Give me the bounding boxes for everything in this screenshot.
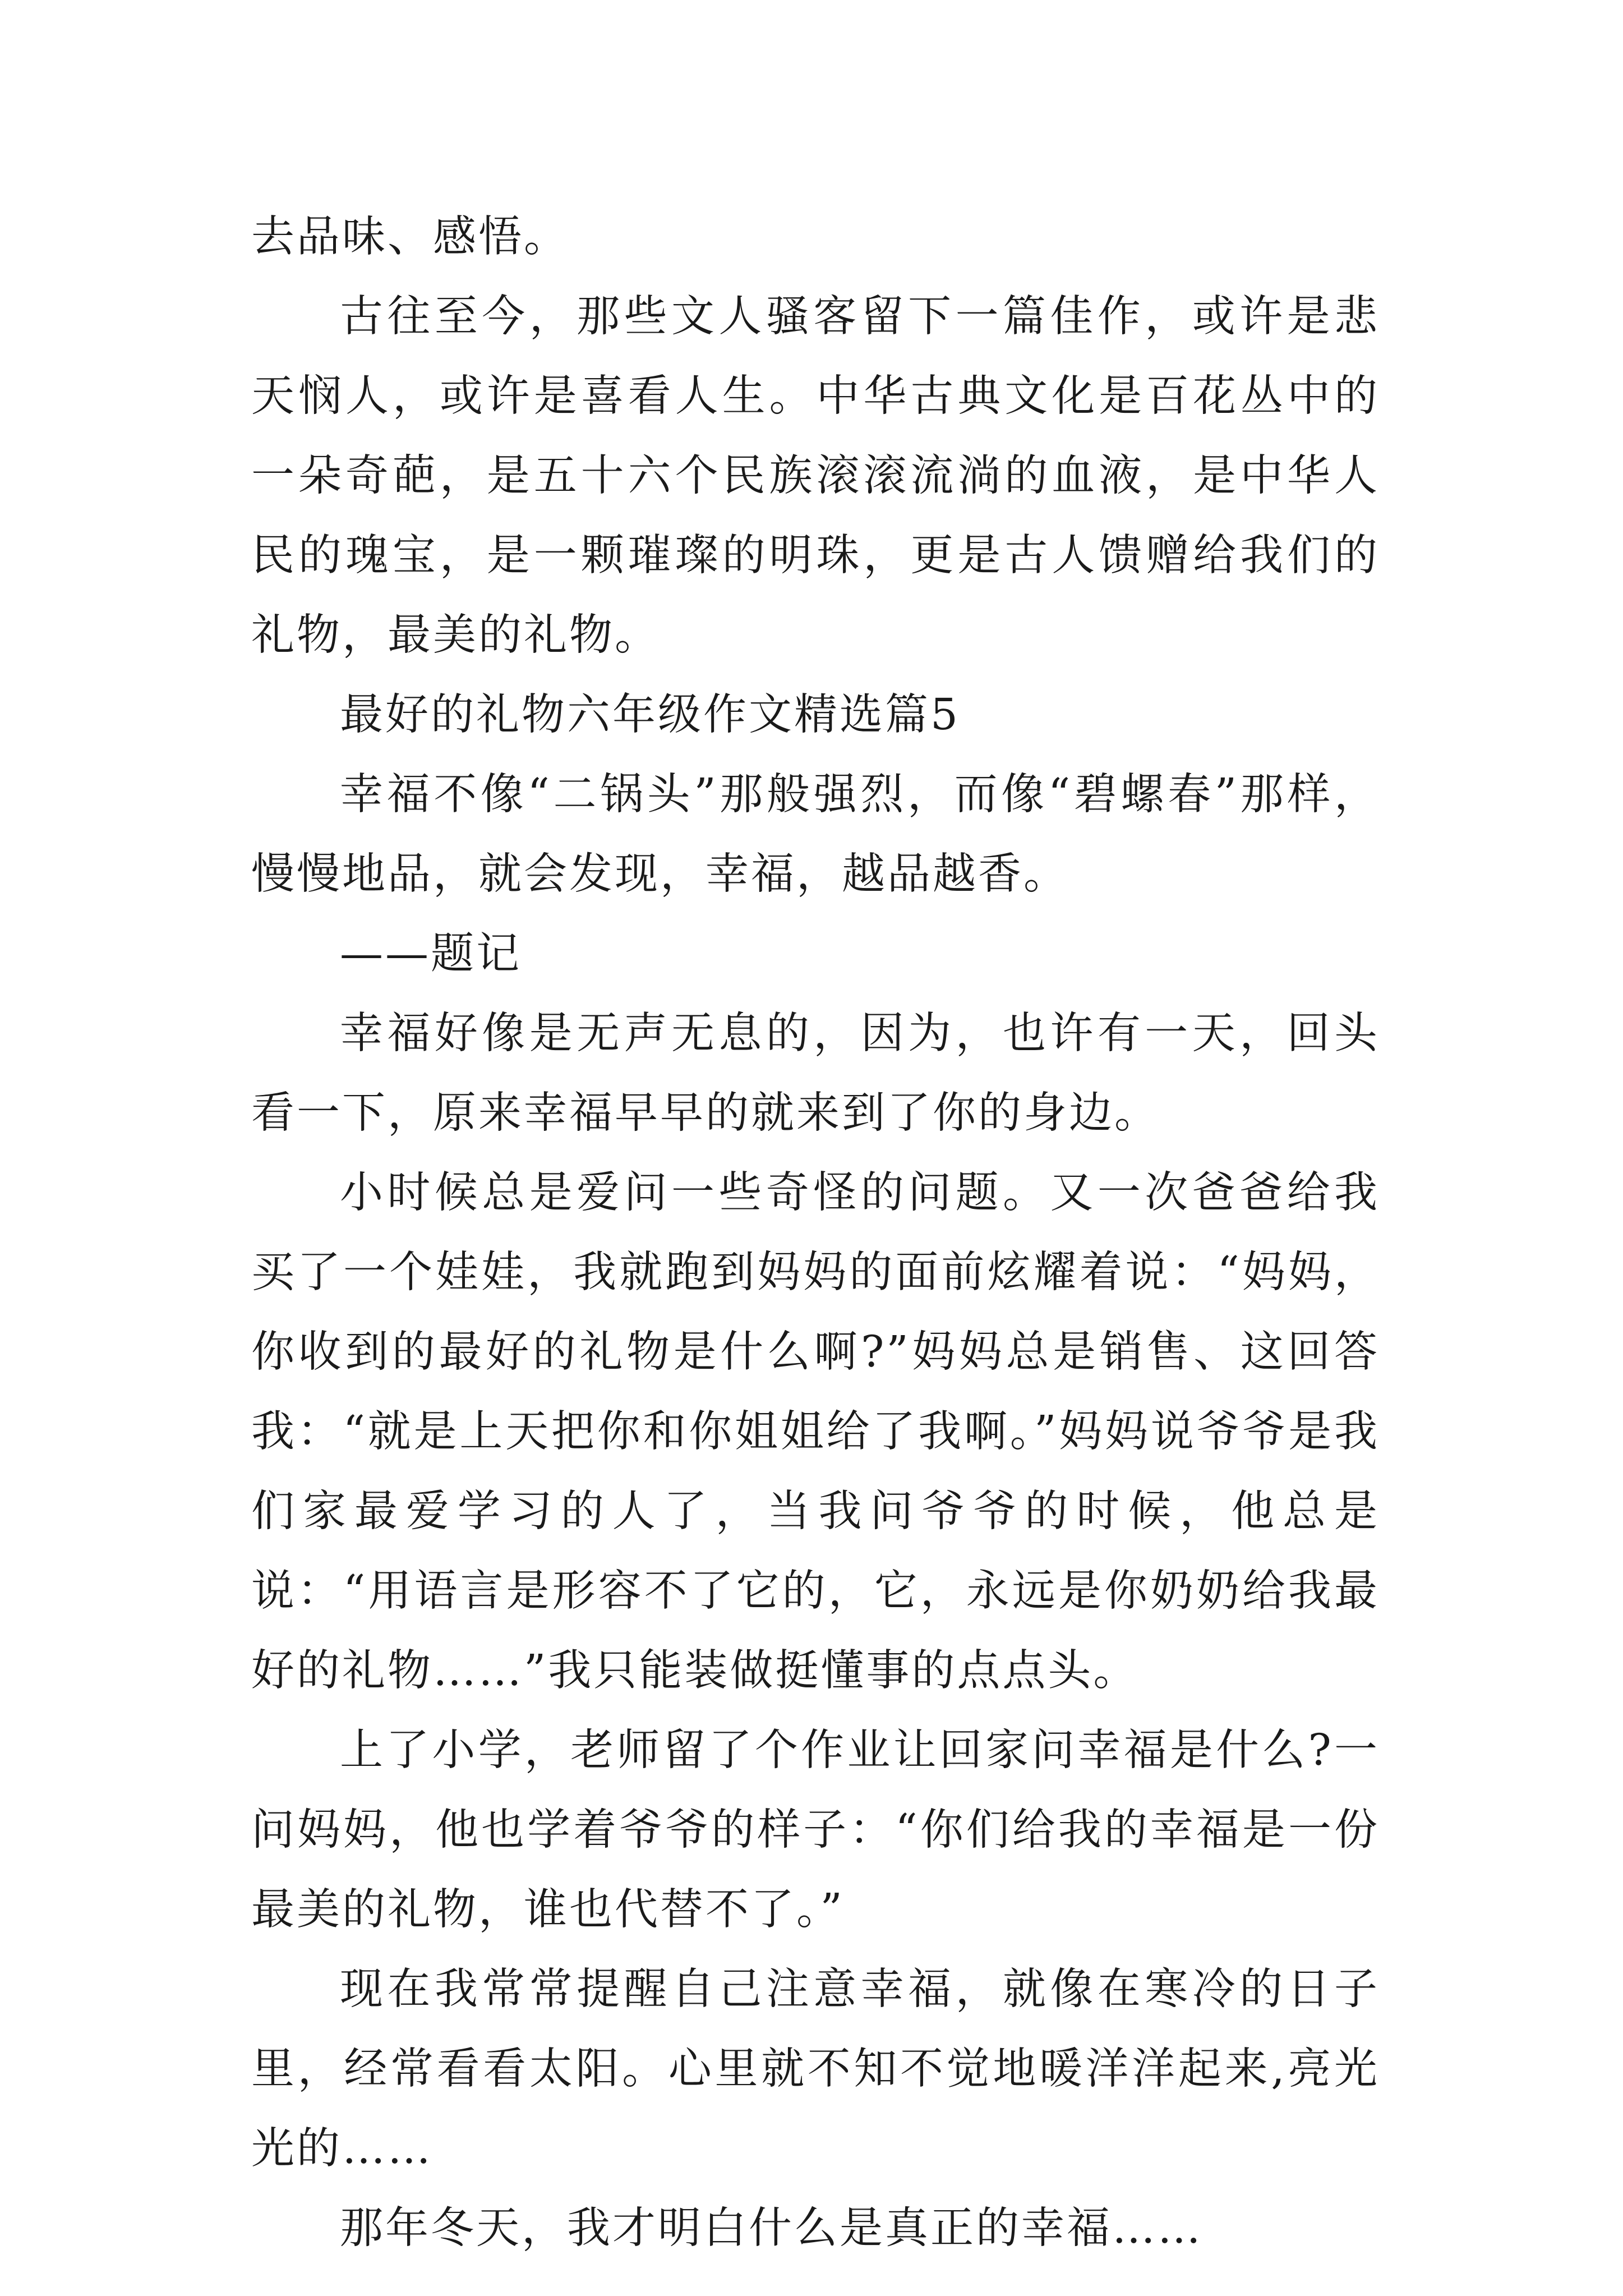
paragraph-epigraph: 幸福不像“二锅头”那般强烈，而像“碧螺春”那样，慢慢地品，就会发现，幸福，越品越香。: [251, 770, 1380, 899]
paragraph-now: 现在我常常提醒自己注意幸福，就像在寒冷的日子里，经常看看太阳。心里就不知不觉地暖洋洋起来,亮光光的……: [251, 1964, 1380, 2174]
paragraph-classical-culture: 古往至今，那些文人骚客留下一篇佳作，或许是悲天悯人，或许是喜看人生。中华古典文化是百花丛中的一朵奇葩，是五十六个民族滚滚流淌的血液，是中华人民的瑰宝，是一颗璀璨的明珠，更是古人馈赠给我们的礼物，最美的礼物。: [251, 292, 1380, 660]
epigraph-attribution: ——题记: [340, 929, 522, 979]
paragraph-happiness-silent: 幸福好像是无声无息的，因为，也许有一天，回头看一下，原来幸福早早的就来到了你的身边。: [251, 1009, 1380, 1138]
paragraph-winter: 那年冬天，我才明白什么是真正的幸福……: [340, 2203, 1203, 2253]
paragraph-continuation: 去品味、感悟。: [251, 212, 569, 262]
document-body: [251, 197, 1380, 2269]
paragraph-school: 上了小学，老师留了个作业让回家问幸福是什么?一问妈妈，他也学着爷爷的样子：“你们给我的幸福是一份最美的礼物，谁也代替不了。”: [251, 1726, 1380, 1935]
section-heading: 最好的礼物六年级作文精选篇5: [340, 690, 960, 740]
paragraph-childhood: 小时候总是爱问一些奇怪的问题。又一次爸爸给我买了一个娃娃，我就跑到妈妈的面前炫耀着说：“妈妈，你收到的最好的礼物是什么啊?”妈妈总是销售、这回答我：“就是上天把你和你姐姐给了我啊。”妈妈说爷爷是我们家最爱学习的人了，当我问爷爷的时候，他总是说：“用语言是形容不了它的，它，永远是你奶奶给我最好的礼物……”我只能装做挺懂事的点点头。: [251, 1168, 1380, 1696]
